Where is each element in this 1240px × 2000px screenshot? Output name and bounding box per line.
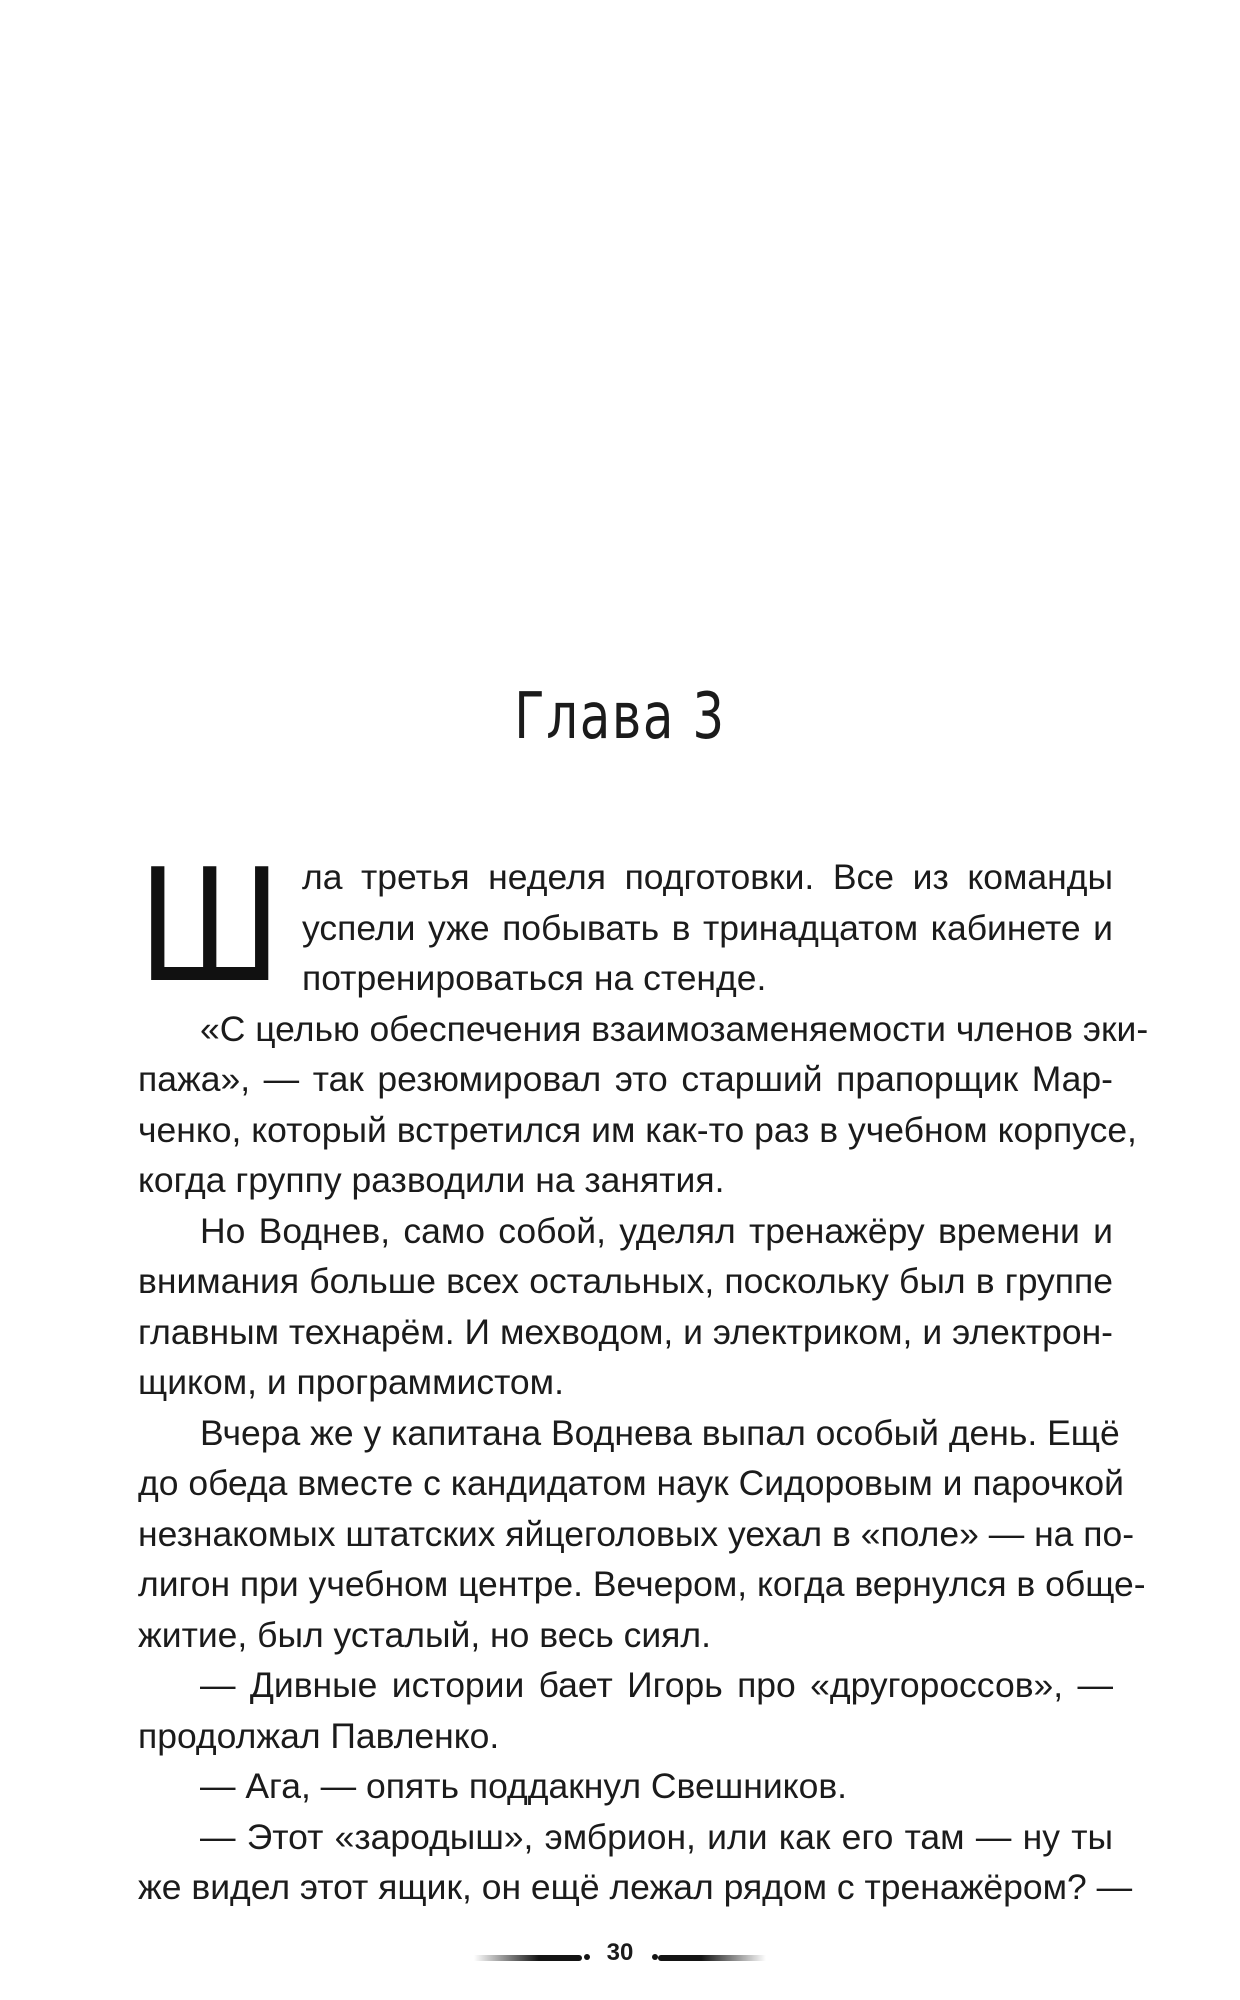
footer-ornament-right	[658, 1955, 766, 1961]
text-line: незнакомых штатских яйцеголовых уехал в «поле» — на по-	[138, 1513, 1135, 1554]
text-line: пажа», — так резюмировал это старший прапорщик Мар-	[138, 1059, 1113, 1099]
text-line: до обеда вместе с кандидатом наук Сидоровым и парочкой	[138, 1463, 1124, 1503]
opening-paragraph	[138, 835, 1113, 1017]
chapter-title: Глава 3	[514, 680, 726, 754]
paragraph	[138, 1206, 1113, 1408]
text-line: внимания больше всех остальных, поскольку был в группе	[138, 1261, 1113, 1301]
paragraph	[138, 1812, 1133, 1913]
text-line: — Ага, — опять поддакнул Свешников.	[200, 1766, 848, 1806]
page-footer	[0, 1935, 1240, 1975]
drop-cap-letter: Ш	[138, 835, 282, 1017]
paragraph	[138, 1761, 1113, 1812]
body-text	[138, 835, 1149, 1913]
text-line: успели уже побывать в тринадцатом кабинете и	[302, 907, 1113, 948]
footer-ornament-left	[474, 1955, 582, 1961]
text-line: ла третья неделя подготовки. Все из команды	[302, 857, 1113, 897]
text-line: главным технарём. И мехводом, и электриком, и электрон-	[138, 1311, 1113, 1352]
text-line: когда группу разводили на занятия.	[138, 1160, 725, 1200]
text-line: же видел этот ящик, он ещё лежал рядом с тренажёром? —	[138, 1867, 1133, 1907]
text-line: «С целью обеспечения взаимозаменяемости членов эки-	[200, 1008, 1149, 1049]
page-number: 30	[606, 1939, 634, 1966]
text-line: — Этот «зародыш», эмбрион, или как его там — ну ты	[200, 1816, 1113, 1857]
paragraph	[138, 1408, 1146, 1661]
text-line: щиком, и программистом.	[138, 1362, 564, 1402]
text-line: потренироваться на стенде.	[302, 958, 767, 998]
paragraph	[138, 1660, 1113, 1761]
text-line: — Дивные истории бает Игорь про «другороссов», —	[200, 1665, 1113, 1705]
text-line: лигон при учебном центре. Вечером, когда вернулся в обще-	[138, 1564, 1146, 1604]
text-line: житие, был усталый, но весь сиял.	[138, 1614, 711, 1655]
paragraph	[138, 1004, 1149, 1206]
text-line: Но Воднев, само собой, уделял тренажёру времени и	[200, 1210, 1113, 1251]
drop-cap-lines	[302, 852, 1113, 1004]
text-line: ченко, который встретился им как-то раз в учебном корпусе,	[138, 1109, 1137, 1150]
text-line: продолжал Павленко.	[138, 1715, 500, 1756]
text-line: Вчера же у капитана Воднева выпал особый день. Ещё	[200, 1412, 1120, 1453]
